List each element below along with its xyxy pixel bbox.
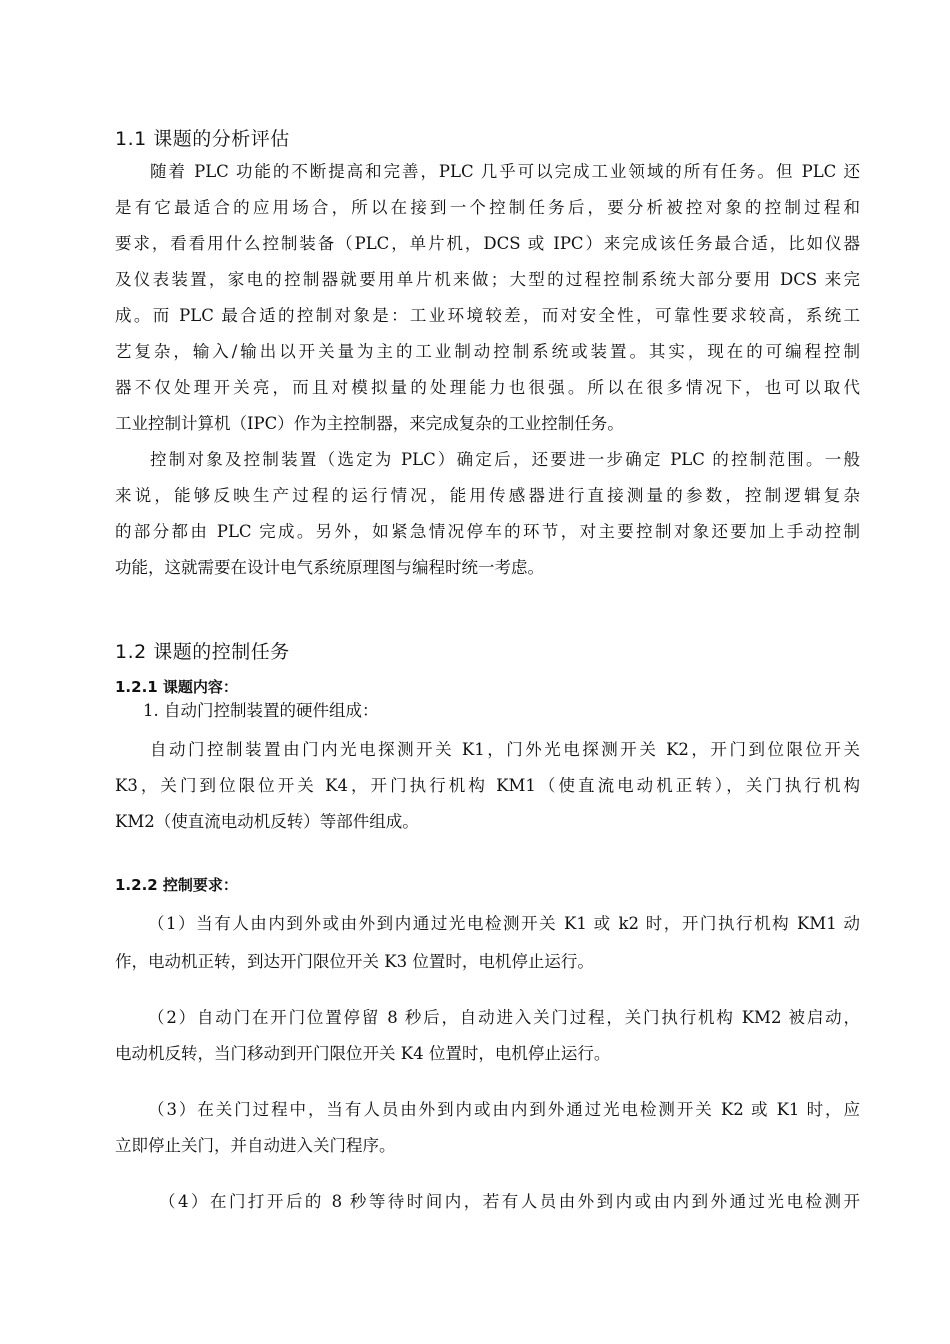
paragraph-line: K3，关门到位限位开关 K4，开门执行机构 KM1（使直流电动机正转），关门执行机构 xyxy=(115,776,860,795)
paragraph-line: 自动门控制装置由门内光电探测开关 K1，门外光电探测开关 K2，开门到位限位开关 xyxy=(150,740,860,759)
paragraph-line: 器不仅处理开关亮，而且对模拟量的处理能力也很强。所以在很多情况下，也可以取代 xyxy=(115,378,860,397)
paragraph-line: 工业控制计算机（IPC）作为主控制器，来完成复杂的工业控制任务。 xyxy=(115,414,624,433)
subsection-heading-1-2-1: 1.2.1 课题内容： xyxy=(115,678,238,696)
paragraph-line: 随着 PLC 功能的不断提高和完善，PLC 几乎可以完成工业领域的所有任务。但 PLC 还 xyxy=(150,162,860,181)
requirement-line: 电动机反转，当门移动到开门限位开关 K4 位置时，电机停止运行。 xyxy=(115,1044,611,1063)
requirement-line: （2）自动门在开门位置停留 8 秒后，自动进入关门过程，关门执行机构 KM2 被启动， xyxy=(148,1008,860,1027)
paragraph-line: 功能，这就需要在设计电气系统原理图与编程时统一考虑。 xyxy=(115,558,544,577)
section-heading-1-1: 1.1 课题的分析评估 xyxy=(115,128,290,150)
requirement-line: （4）在门打开后的 8 秒等待时间内，若有人员由外到内或由内到外通过光电检测开 xyxy=(159,1192,860,1211)
paragraph-line: 来说，能够反映生产过程的运行情况，能用传感器进行直接测量的参数，控制逻辑复杂 xyxy=(115,486,860,505)
paragraph-line: 的部分都由 PLC 完成。另外，如紧急情况停车的环节，对主要控制对象还要加上手动控制 xyxy=(115,522,860,541)
requirement-line: （1）当有人由内到外或由外到内通过光电检测开关 K1 或 k2 时，开门执行机构 KM1 动 xyxy=(148,914,860,933)
paragraph-line: 成。而 PLC 最合适的控制对象是：工业环境较差，而对安全性，可靠性要求较高，系统工 xyxy=(115,306,860,325)
requirement-line: （3）在关门过程中，当有人员由外到内或由内到外通过光电检测开关 K2 或 K1 时，应 xyxy=(148,1100,860,1119)
paragraph-line: 艺复杂，输入/输出以开关量为主的工业制动控制系统或装置。其实，现在的可编程控制 xyxy=(115,342,860,361)
paragraph-line: 及仪表装置，家电的控制器就要用单片机来做；大型的过程控制系统大部分要用 DCS 来完 xyxy=(115,270,860,289)
paragraph-line: KM2（使直流电动机反转）等部件组成。 xyxy=(115,812,419,831)
paragraph-line: 控制对象及控制装置（选定为 PLC）确定后，还要进一步确定 PLC 的控制范围。一般 xyxy=(150,450,860,469)
requirement-line: 作，电动机正转，到达开门限位开关 K3 位置时，电机停止运行。 xyxy=(115,952,594,971)
requirement-line: 立即停止关门，并自动进入关门程序。 xyxy=(115,1136,396,1155)
subsection-heading-1-2-2: 1.2.2 控制要求： xyxy=(115,876,238,894)
paragraph-line: 是有它最适合的应用场合，所以在接到一个控制任务后，要分析被控对象的控制过程和 xyxy=(115,198,860,217)
paragraph-line: 要求，看看用什么控制装备（PLC，单片机，DCS 或 IPC）来完成该任务最合适，比如仪器 xyxy=(115,234,860,253)
list-item: 1. 自动门控制装置的硬件组成： xyxy=(143,701,379,720)
section-heading-1-2: 1.2 课题的控制任务 xyxy=(115,641,290,663)
